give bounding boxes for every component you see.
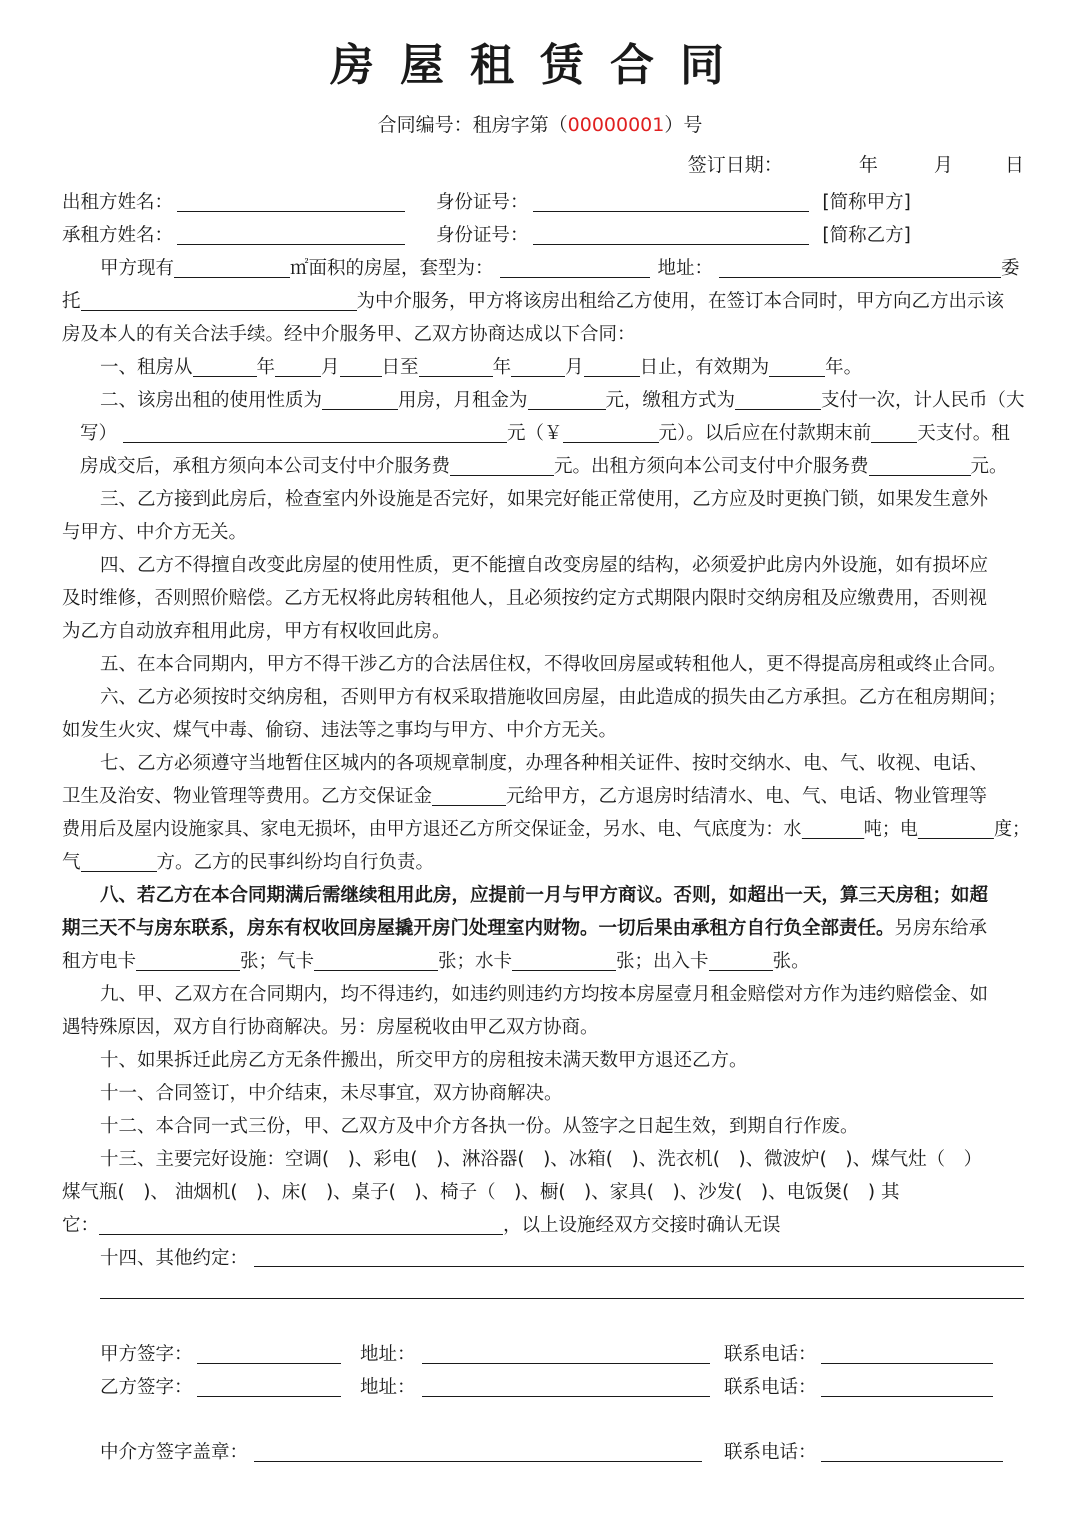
party-b-signature-row: 乙方签字： <box>100 1373 341 1403</box>
clause-8-line-3: 租方电卡 张；气卡 张；水卡 张；出入卡 张。 <box>62 947 810 977</box>
agent-field[interactable] <box>81 288 357 311</box>
clause-8-line-2: 期三天不与房东联系，房东有权收回房屋撬开房门处理室内财物。一切后果由承租方自行负全部责任。另房东给承 <box>62 918 988 939</box>
party-b-address-field[interactable] <box>422 1374 710 1397</box>
amount-words-field[interactable] <box>123 420 507 443</box>
clause-8-line-1: 八、若乙方在本合同期满后需继续租用此房，应提前一月与甲方商议。否则，如超出一天，算三天房租；如超 <box>100 885 989 906</box>
clause-1: 一、租房从 年 月 日至 年 月 日止，有效期为 年。 <box>100 353 862 383</box>
term-years-field[interactable] <box>769 354 825 377</box>
start-month-field[interactable] <box>275 354 321 377</box>
water-card-field[interactable] <box>512 948 616 971</box>
clause-3-line-1: 三、乙方接到此房后，检查室内外设施是否完好，如果完好能正常使用，乙方应及时更换门锁，如果发生意外 <box>100 489 989 510</box>
clause-7-line-3: 费用后及屋内设施家具、家电无损坏，由甲方退还乙方所交保证金，另水、电、气底度为：水 吨；电 度； <box>62 815 1030 845</box>
party-a-address-field[interactable] <box>422 1341 710 1364</box>
lessor-fee-field[interactable] <box>869 453 971 476</box>
clause-2-line-1: 二、该房出租的使用性质为 用房，月租金为 元，缴租方式为 支付一次，计人民币（大 <box>100 386 1025 416</box>
clause-13-line-3: 它： ，以上设施经双方交接时确认无误 <box>62 1211 781 1241</box>
start-year-field[interactable] <box>193 354 257 377</box>
layout-field[interactable] <box>500 255 650 278</box>
party-a-phone-row: 联系电话： <box>724 1340 993 1370</box>
lessee-name-field[interactable] <box>177 222 405 245</box>
end-day-field[interactable] <box>584 354 640 377</box>
electric-card-field[interactable] <box>136 948 240 971</box>
clause-2-line-2: 写） 元（￥ 元）。以后应在付款期末前 天支付。租 <box>80 419 1010 449</box>
clause-4-line-2: 及时维修，否则照价赔偿。乙方无权将此房转租他人，且必须按约定方式期限内限时交纳房租及应缴费用，否则视 <box>62 588 988 609</box>
party-b-phone-row: 联系电话： <box>724 1373 993 1403</box>
party-b-address-row: 地址： <box>360 1373 710 1403</box>
party-a-phone-field[interactable] <box>821 1341 993 1364</box>
clause-2-line-3: 房成交后，承租方须向本公司支付中介服务费 元。出租方须向本公司支付中介服务费 元。 <box>80 452 1008 482</box>
other-terms-line-2[interactable] <box>100 1298 1024 1299</box>
agent-signature-row: 中介方签字盖章： <box>100 1438 702 1468</box>
electric-reading-field[interactable] <box>918 816 994 839</box>
clause-7-line-1: 七、乙方必须遵守当地暂住区城内的各项规章制度，办理各种相关证件、按时交纳水、电、气、收视、电话、 <box>100 753 989 774</box>
party-b-phone-field[interactable] <box>821 1374 993 1397</box>
gas-card-field[interactable] <box>314 948 438 971</box>
intro-line-2: 托 为中介服务，甲方将该房出租给乙方使用，在签订本合同时，甲方向乙方出示该 <box>62 287 1004 317</box>
clause-10: 十、如果拆迁此房乙方无条件搬出，所交甲方的房租按未满天数甲方退还乙方。 <box>100 1050 748 1071</box>
agent-phone-field[interactable] <box>821 1439 1003 1462</box>
lessee-row: 承租方姓名： <box>62 221 405 251</box>
clause-14-label: 十四、其他约定： <box>100 1248 249 1269</box>
document-title: 房屋租赁合同 <box>330 40 750 91</box>
lessee-id-field[interactable] <box>533 222 809 245</box>
address-field[interactable] <box>719 255 1001 278</box>
other-terms-line-1[interactable] <box>254 1266 1024 1267</box>
access-card-field[interactable] <box>709 948 773 971</box>
end-month-field[interactable] <box>511 354 565 377</box>
clause-9-line-2: 遇特殊原因，双方自行协商解决。另：房屋税收由甲乙双方协商。 <box>62 1017 599 1038</box>
lessor-id-field[interactable] <box>533 189 809 212</box>
clause-11: 十一、合同签订，中介结束，未尽事宜，双方协商解决。 <box>100 1083 563 1104</box>
contract-number: 合同编号：租房字第（00000001）号 <box>377 114 703 136</box>
intro-line-1: 甲方现有 ㎡面积的房屋，套型为： 地址： 委 <box>100 254 1020 284</box>
days-field[interactable] <box>871 420 917 443</box>
contract-number-value: 00000001 <box>567 114 665 136</box>
deposit-field[interactable] <box>432 783 506 806</box>
clause-13-line-2: 煤气瓶( )、 油烟机( )、床( )、桌子( )、椅子（ )、橱( )、家具( )、沙发( )、电饭煲( ) 其 <box>62 1182 900 1203</box>
party-a-signature-field[interactable] <box>197 1341 341 1364</box>
payment-method-field[interactable] <box>735 387 821 410</box>
lessee-fee-field[interactable] <box>450 453 554 476</box>
water-reading-field[interactable] <box>801 816 863 839</box>
agent-phone-row: 联系电话： <box>724 1438 1003 1468</box>
clause-6-line-2: 如发生火灾、煤气中毒、偷窃、违法等之事均与甲方、中介方无关。 <box>62 720 618 741</box>
party-a-address-row: 地址： <box>360 1340 710 1370</box>
lessor-id-row: 身份证号： [简称甲方] <box>436 188 911 218</box>
clause-7-line-2: 卫生及治安、物业管理等费用。乙方交保证金 元给甲方，乙方退房时结清水、电、气、电话、物业管理等 <box>62 782 987 812</box>
clause-9-line-1: 九、甲、乙双方在合同期内，均不得违约，如违约则违约方均按本房屋壹月租金赔偿对方作为违约赔偿金、如 <box>100 984 989 1005</box>
sign-date: 签订日期： 年 月 日 <box>687 154 1024 176</box>
monthly-rent-field[interactable] <box>528 387 606 410</box>
start-day-field[interactable] <box>340 354 382 377</box>
end-year-field[interactable] <box>419 354 493 377</box>
clause-7-line-4: 气 方。乙方的民事纠纷均自行负责。 <box>62 848 434 878</box>
clause-4-line-1: 四、乙方不得擅自改变此房屋的使用性质，更不能擅自改变房屋的结构，必须爱护此房内外设施，如有损坏应 <box>100 555 989 576</box>
party-a-signature-row: 甲方签字： <box>100 1340 341 1370</box>
intro-line-3: 房及本人的有关合法手续。经中介服务甲、乙双方协商达成以下合同： <box>62 324 636 345</box>
party-b-signature-field[interactable] <box>197 1374 341 1397</box>
gas-reading-field[interactable] <box>81 849 157 872</box>
lessor-name-field[interactable] <box>177 189 405 212</box>
clause-4-line-3: 为乙方自动放弃租用此房，甲方有权收回此房。 <box>62 621 451 642</box>
clause-12: 十二、本合同一式三份，甲、乙双方及中介方各执一份。从签字之日起生效，到期自行作废。 <box>100 1116 859 1137</box>
clause-13-line-1: 十三、主要完好设施：空调( )、彩电( )、淋浴器( )、冰箱( )、洗衣机( )、微波炉( )、煤气灶（ ） <box>100 1149 983 1170</box>
clause-6-line-1: 六、乙方必须按时交纳房租，否则甲方有权采取措施收回房屋，由此造成的损失由乙方承担。乙方在租房期间； <box>100 687 1007 708</box>
usage-field[interactable] <box>322 387 398 410</box>
lessee-id-row: 身份证号： [简称乙方] <box>436 221 911 251</box>
area-field[interactable] <box>174 255 290 278</box>
other-facilities-field[interactable] <box>99 1212 503 1235</box>
agent-signature-field[interactable] <box>254 1439 702 1462</box>
amount-figures-field[interactable] <box>563 420 659 443</box>
clause-3-line-2: 与甲方、中介方无关。 <box>62 522 248 543</box>
clause-5: 五、在本合同期内，甲方不得干涉乙方的合法居住权，不得收回房屋或转租他人，更不得提高房租或终止合同。 <box>100 654 1007 675</box>
lessor-row: 出租方姓名： <box>62 188 405 218</box>
